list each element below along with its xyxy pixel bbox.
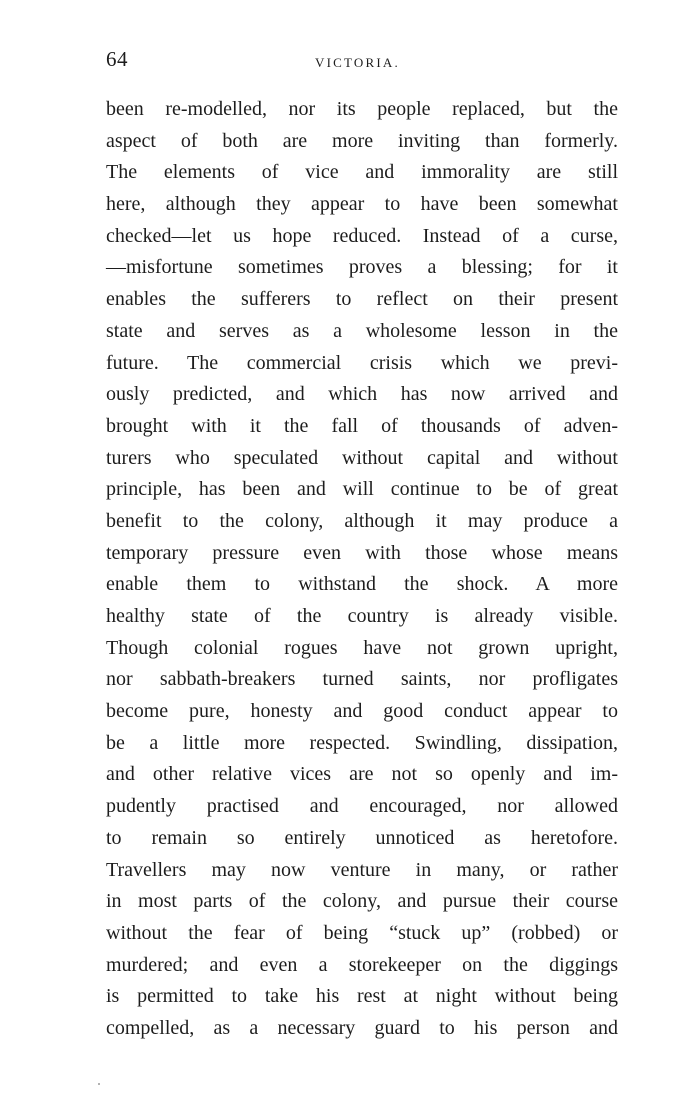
text-line: and other relative vices are not so openly and im- [106,763,618,786]
text-line: state and serves as a wholesome lesson in the [106,319,618,342]
text-line: healthy state of the country is already visible. [106,605,618,627]
text-line: brought with it the fall of thousands of adven- [106,414,618,437]
text-line: Travellers may now venture in many, or rather [106,858,618,881]
running-title: VICTORIA. [315,55,400,70]
body-text [106,94,618,1045]
text-line: murdered; and even a storekeeper on the diggings [106,953,618,976]
text-line: principle, has been and will continue to be of great [106,478,618,501]
text-line: Though colonial rogues have not grown upright, [106,636,618,659]
text-line: been re-modelled, nor its people replaced, but the [106,98,618,120]
text-line: to remain so entirely unnoticed as heretofore. [106,826,618,849]
text-line: future. The commercial crisis which we previ- [106,351,618,374]
text-line: enables the sufferers to reflect on their present [106,288,618,311]
text-line: here, although they appear to have been somewhat [106,193,618,216]
page-number: 64 [106,47,128,71]
text-line: nor sabbath-breakers turned saints, nor profligates [106,668,618,691]
text-line: is permitted to take his rest at night without being [106,985,618,1008]
text-line: in most parts of the colony, and pursue their course [106,890,618,913]
text-line: —misfortune sometimes proves a blessing; for it [106,256,618,279]
text-line: become pure, honesty and good conduct appear to [106,700,618,723]
text-line: pudently practised and encouraged, nor allowed [106,795,618,818]
text-line: checked—let us hope reduced. Instead of a curse, [106,224,618,247]
text-line: compelled, as a necessary guard to his person and [106,1016,618,1039]
text-line: be a little more respected. Swindling, dissipation, [106,731,618,754]
text-line: temporary pressure even with those whose means [106,541,618,564]
text-line: aspect of both are more inviting than formerly. [106,129,618,152]
text-line: without the fear of being “stuck up” (robbed) or [106,921,618,944]
text-line: benefit to the colony, although it may produce a [106,509,618,532]
text-line: turers who speculated without capital and without [106,446,618,469]
paper-speck [98,1083,100,1085]
text-line: ously predicted, and which has now arrived and [106,383,618,406]
text-line: enable them to withstand the shock. A more [106,573,618,596]
text-line: The elements of vice and immorality are still [106,161,618,184]
